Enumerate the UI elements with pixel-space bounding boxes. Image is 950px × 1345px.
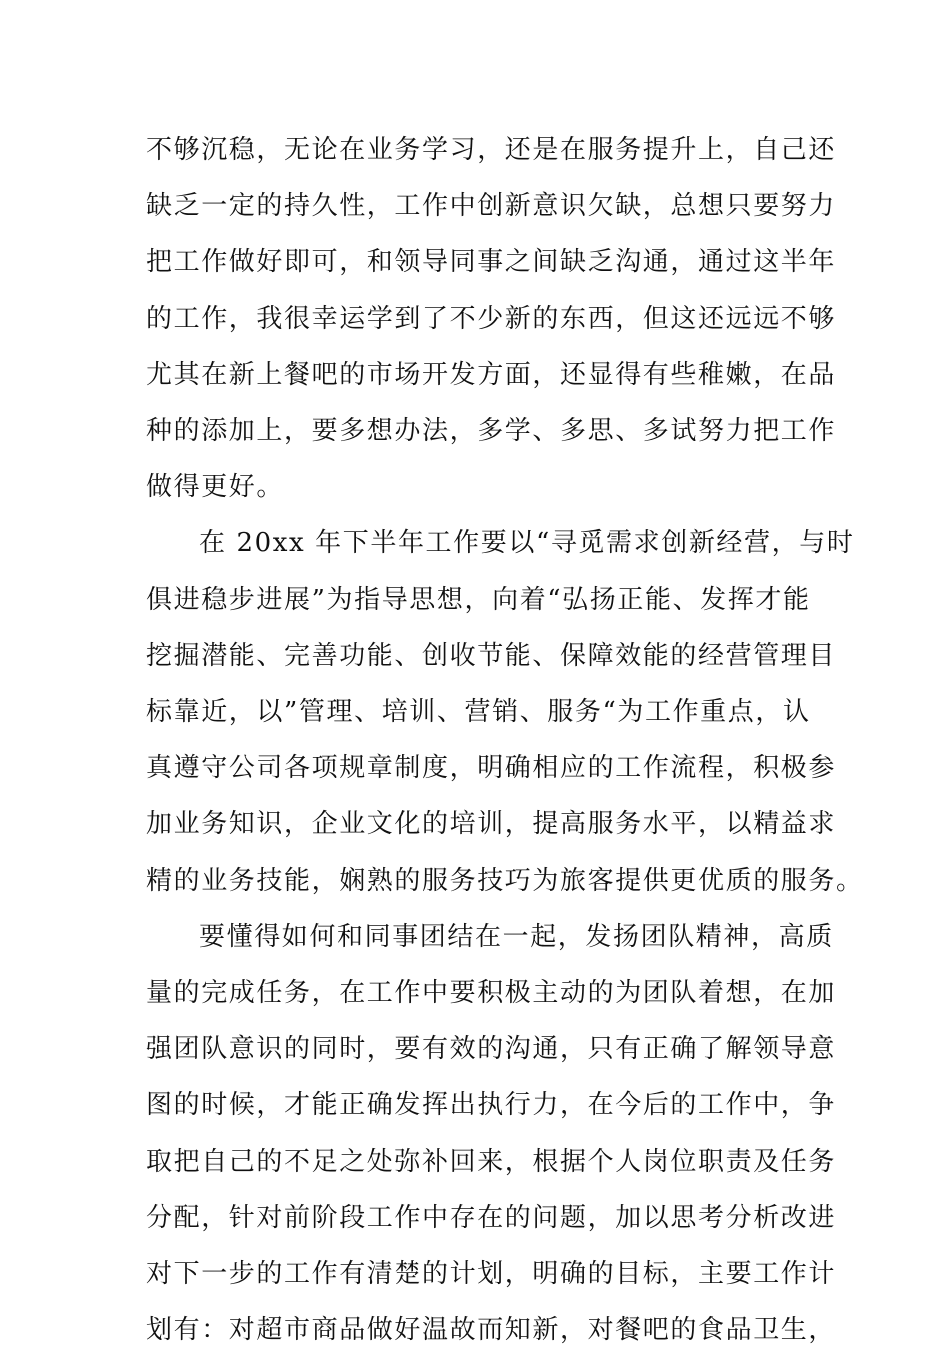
text-line-20: 分配，针对前阶段工作中存在的问题，加以思考分析改进 [146, 1203, 837, 1233]
text-line-1: 不够沉稳，无论在业务学习，还是在服务提升上，自己还 [146, 135, 837, 165]
text-line-6: 种的添加上，要多想办法，多学、多思、多试努力把工作 [146, 416, 837, 446]
text-line-2: 缺乏一定的持久性，工作中创新意识欠缺，总想只要努力 [146, 191, 837, 221]
text-line-17: 强团队意识的同时，要有效的沟通，只有正确了解领导意 [146, 1034, 837, 1064]
text-line-3: 把工作做好即可，和领导同事之间缺乏沟通，通过这半年 [146, 247, 837, 277]
text-line-4: 的工作，我很幸运学到了不少新的东西，但这还远远不够 [146, 304, 837, 334]
text-line-9: 俱进稳步进展”为指导思想，向着“弘扬正能、发挥才能 [146, 585, 811, 615]
text-line-16: 量的完成任务，在工作中要积极主动的为团队着想，在加 [146, 978, 837, 1008]
text-line-14: 精的业务技能，娴熟的服务技巧为旅客提供更优质的服务。 [146, 866, 864, 896]
text-line-8: 在 20xx 年下半年工作要以“寻觅需求创新经营，与时 [199, 528, 855, 558]
text-line-15: 要懂得如何和同事团结在一起，发扬团队精神，高质 [199, 922, 834, 952]
text-line-13: 加业务知识，企业文化的培训，提高服务水平，以精益求 [146, 809, 837, 839]
text-line-12: 真遵守公司各项规章制度，明确相应的工作流程，积极参 [146, 753, 837, 783]
text-line-10: 挖掘潜能、完善功能、创收节能、保障效能的经营管理目 [146, 641, 837, 671]
text-line-5: 尤其在新上餐吧的市场开发方面，还显得有些稚嫩，在品 [146, 360, 837, 390]
text-line-7: 做得更好。 [146, 472, 285, 502]
text-line-22: 划有：对超市商品做好温故而知新，对餐吧的食品卫生， [146, 1315, 837, 1345]
text-line-11: 标靠近，以”管理、培训、营销、服务“为工作重点，认 [146, 697, 811, 727]
text-line-19: 取把自己的不足之处弥补回来，根据个人岗位职责及任务 [146, 1147, 837, 1177]
text-line-18: 图的时候，才能正确发挥出执行力，在今后的工作中，争 [146, 1090, 837, 1120]
text-line-21: 对下一步的工作有清楚的计划，明确的目标，主要工作计 [146, 1259, 837, 1289]
